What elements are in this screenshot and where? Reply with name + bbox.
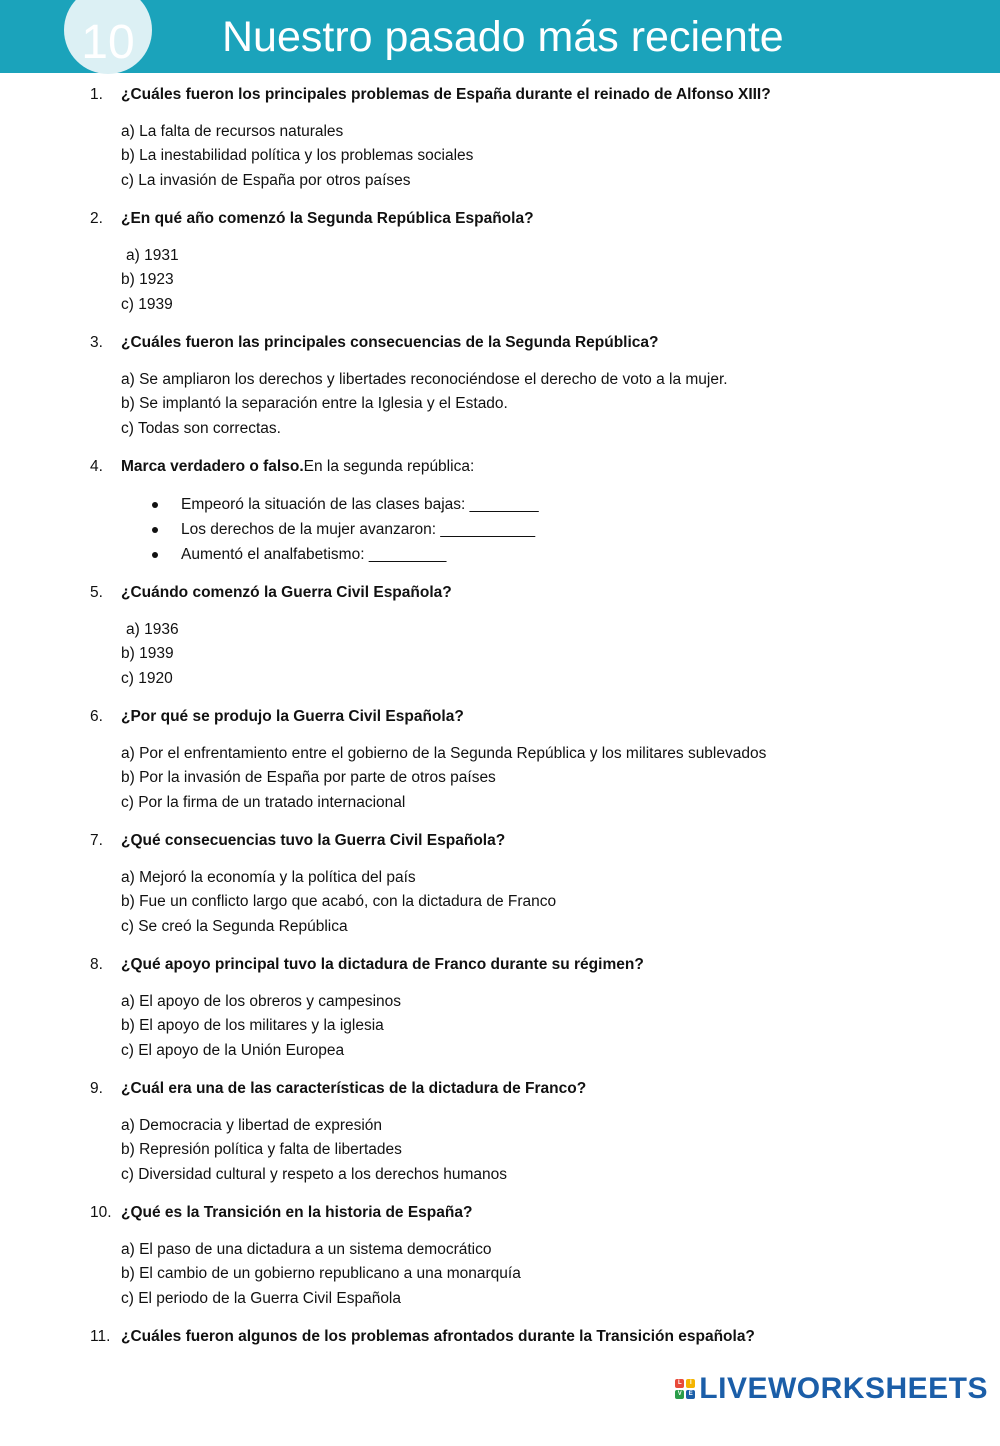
unit-number-badge: 10 (64, 0, 152, 74)
question-number: 3. (90, 334, 103, 351)
answer-option[interactable]: c) 1920 (121, 669, 173, 687)
answer-option[interactable]: c) Diversidad cultural y respeto a los derechos humanos (121, 1165, 507, 1183)
answer-options (121, 244, 179, 317)
question-text: ¿Qué es la Transición en la historia de España? (121, 1204, 473, 1221)
question-number: 10. (90, 1204, 112, 1221)
page-title: Nuestro pasado más reciente (222, 13, 784, 61)
answer-option[interactable]: c) Todas son correctas. (121, 419, 281, 437)
question-text: ¿Cuáles fueron las principales consecuencias de la Segunda República? (121, 334, 659, 351)
answer-option[interactable]: b) 1939 (121, 645, 174, 663)
answer-option[interactable]: a) Por el enfrentamiento entre el gobierno de la Segunda República y los militares sublevados (121, 745, 767, 762)
answer-option[interactable]: a) Se ampliaron los derechos y libertades reconociéndose el derecho de voto a la mujer. (121, 371, 728, 388)
answer-option[interactable]: b) La inestabilidad política y los problemas sociales (121, 147, 474, 165)
answer-option[interactable]: c) 1939 (121, 295, 173, 313)
title-bar (0, 0, 1000, 73)
question-number: 7. (90, 832, 103, 849)
logo-tile: V (675, 1390, 684, 1399)
logo-tile: L (675, 1379, 684, 1388)
answer-option[interactable]: b) El cambio de un gobierno republicano a una monarquía (121, 1265, 521, 1283)
question-10 (0, 1198, 1000, 1322)
liveworksheets-icon (675, 1379, 695, 1399)
answer-option[interactable]: c) El periodo de la Guerra Civil Española (121, 1289, 401, 1307)
answer-option[interactable]: a) El paso de una dictadura a un sistema democrático (121, 1241, 492, 1258)
statement-item[interactable] (150, 492, 539, 517)
answer-option[interactable]: c) Por la firma de un tratado internacional (121, 793, 406, 811)
question-2 (0, 204, 1000, 328)
question-text: ¿Qué apoyo principal tuvo la dictadura de Franco durante su régimen? (121, 956, 644, 973)
answer-option[interactable]: b) Se implantó la separación entre la Iglesia y el Estado. (121, 395, 508, 413)
question-text (121, 456, 474, 478)
answer-options (121, 1238, 521, 1311)
question-4 (0, 452, 1000, 578)
question-number: 4. (90, 458, 103, 475)
answer-options (121, 866, 556, 939)
answer-option[interactable]: b) Represión política y falta de libertades (121, 1141, 402, 1159)
question-text: ¿En qué año comenzó la Segunda República Española? (121, 210, 534, 227)
answer-option[interactable]: b) 1923 (121, 271, 174, 289)
statement-text: Aumentó el analfabetismo: _________ (181, 546, 447, 563)
statement-text: Los derechos de la mujer avanzaron: ___________ (181, 521, 536, 538)
answer-option[interactable]: a) El apoyo de los obreros y campesinos (121, 993, 402, 1010)
answer-option[interactable]: a) La falta de recursos naturales (121, 123, 344, 140)
bullet-icon (152, 502, 158, 508)
answer-option[interactable]: a) 1931 (126, 247, 179, 264)
true-false-statements (150, 492, 539, 567)
statement-item[interactable] (150, 517, 539, 542)
question-1 (0, 80, 1000, 204)
answer-options (121, 742, 766, 815)
answer-option[interactable]: c) La invasión de España por otros países (121, 171, 411, 189)
logo-tile: E (686, 1390, 695, 1399)
question-number: 6. (90, 708, 103, 725)
answer-options (121, 618, 179, 691)
question-text: ¿Qué consecuencias tuvo la Guerra Civil Española? (121, 832, 506, 849)
answer-option[interactable]: a) 1936 (126, 621, 179, 638)
question-number: 8. (90, 956, 103, 973)
questions-list (0, 80, 1000, 1446)
answer-options (121, 120, 473, 193)
logo-tile: I (686, 1379, 695, 1388)
statement-text: Empeoró la situación de las clases bajas: ________ (181, 496, 539, 513)
question-text: ¿Por qué se produjo la Guerra Civil Española? (121, 708, 464, 725)
question-text: ¿Cuáles fueron algunos de los problemas afrontados durante la Transición española? (121, 1328, 755, 1345)
question-number: 11. (90, 1328, 111, 1345)
brand-name: LIVEWORKSHEETS (699, 1372, 988, 1405)
question-text-bold: Marca verdadero o falso. (121, 458, 304, 475)
answer-options (121, 990, 401, 1063)
question-9 (0, 1074, 1000, 1198)
answer-options (121, 1114, 507, 1187)
answer-option[interactable]: b) Fue un conflicto largo que acabó, con la dictadura de Franco (121, 893, 557, 911)
answer-option[interactable]: a) Democracia y libertad de expresión (121, 1117, 383, 1134)
answer-option[interactable]: b) El apoyo de los militares y la iglesia (121, 1017, 384, 1035)
answer-option[interactable]: b) Por la invasión de España por parte de otros países (121, 769, 496, 787)
question-number: 1. (90, 86, 103, 103)
answer-options (121, 368, 728, 441)
question-text-normal: En la segunda república: (303, 458, 475, 475)
answer-option[interactable]: c) El apoyo de la Unión Europea (121, 1041, 345, 1059)
statement-item[interactable] (150, 542, 539, 567)
question-5 (0, 578, 1000, 702)
answer-option[interactable]: a) Mejoró la economía y la política del país (121, 869, 416, 886)
question-3 (0, 328, 1000, 452)
question-text: ¿Cuál era una de las características de la dictadura de Franco? (121, 1080, 587, 1097)
liveworksheets-logo[interactable] (675, 1372, 988, 1406)
question-number: 5. (90, 584, 103, 601)
question-8 (0, 950, 1000, 1074)
bullet-icon (152, 527, 158, 533)
question-6 (0, 702, 1000, 826)
question-text: ¿Cuáles fueron los principales problemas de España durante el reinado de Alfonso XIII? (121, 86, 771, 103)
bullet-icon (152, 552, 158, 558)
question-text: ¿Cuándo comenzó la Guerra Civil Española? (121, 584, 452, 601)
question-number: 2. (90, 210, 103, 227)
question-number: 9. (90, 1080, 103, 1097)
question-7 (0, 826, 1000, 950)
answer-option[interactable]: c) Se creó la Segunda República (121, 917, 348, 935)
